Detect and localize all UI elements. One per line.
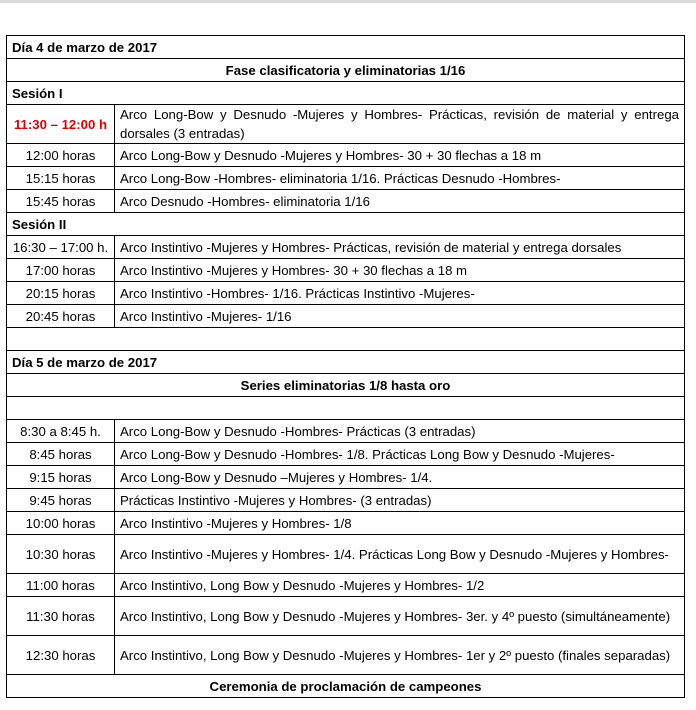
table-row (7, 420, 685, 443)
time-cell: 9:45 horas (7, 489, 115, 512)
description-cell: Arco Instintivo -Mujeres y Hombres- Prácticas, revisión de material y entrega dorsales (115, 236, 685, 259)
day2-heading: Día 5 de marzo de 2017 (7, 351, 685, 374)
table-row (7, 512, 685, 535)
time-cell: 16:30 – 17:00 h. (7, 236, 115, 259)
description-cell: Arco Instintivo -Mujeres y Hombres- 1/8 (115, 512, 685, 535)
session1-label: Sesión I (7, 82, 685, 105)
time-cell: 10:00 horas (7, 512, 115, 535)
table-row (7, 236, 685, 259)
time-cell: 11:00 horas (7, 574, 115, 597)
day1-heading-row (7, 36, 685, 59)
table-row (7, 466, 685, 489)
description-cell: Arco Instintivo, Long Bow y Desnudo -Mujeres y Hombres- 1/2 (115, 574, 685, 597)
table-row (7, 259, 685, 282)
description-cell: Arco Instintivo -Hombres- 1/16. Prácticas Instintivo -Mujeres- (115, 282, 685, 305)
table-row (7, 105, 685, 144)
table-row (7, 636, 685, 675)
description-cell: Arco Instintivo -Mujeres y Hombres- 30 + 30 flechas a 18 m (115, 259, 685, 282)
time-cell: 8:30 a 8:45 h. (7, 420, 115, 443)
closing-row (7, 675, 685, 698)
table-row (7, 305, 685, 328)
spacer-cell (7, 397, 685, 420)
session1-row (7, 82, 685, 105)
description-cell: Prácticas Instintivo -Mujeres y Hombres- (3 entradas) (115, 489, 685, 512)
description-cell: Arco Long-Bow y Desnudo –Mujeres y Hombres- 1/4. (115, 466, 685, 489)
description-cell: Arco Desnudo -Hombres- eliminatoria 1/16 (115, 190, 685, 213)
time-cell: 17:00 horas (7, 259, 115, 282)
table-row (7, 282, 685, 305)
time-cell: 11:30 horas (7, 597, 115, 636)
session2-label: Sesión II (7, 213, 685, 236)
time-cell: 12:30 horas (7, 636, 115, 675)
description-cell: Arco Instintivo -Mujeres- 1/16 (115, 305, 685, 328)
day2-heading-row (7, 351, 685, 374)
day1-phase-row (7, 59, 685, 82)
table-row (7, 574, 685, 597)
day2-phase-row (7, 374, 685, 397)
description-cell: Arco Long-Bow y Desnudo -Mujeres y Hombres- 30 + 30 flechas a 18 m (115, 144, 685, 167)
description-cell: Arco Long-Bow y Desnudo -Hombres- Prácticas (3 entradas) (115, 420, 685, 443)
time-cell: 12:00 horas (7, 144, 115, 167)
description-cell: Arco Long-Bow y Desnudo -Hombres- 1/8. Prácticas Long Bow y Desnudo -Mujeres- (115, 443, 685, 466)
time-cell: 15:15 horas (7, 167, 115, 190)
table-row (7, 535, 685, 574)
time-cell: 20:45 horas (7, 305, 115, 328)
closing-ceremony: Ceremonia de proclamación de campeones (7, 675, 685, 698)
day1-heading: Día 4 de marzo de 2017 (7, 36, 685, 59)
session2-row (7, 213, 685, 236)
description-cell: Arco Long-Bow -Hombres- eliminatoria 1/16. Prácticas Desnudo -Hombres- (115, 167, 685, 190)
spacer-row (7, 397, 685, 420)
table-row (7, 144, 685, 167)
time-cell: 8:45 horas (7, 443, 115, 466)
day2-phase-title: Series eliminatorias 1/8 hasta oro (7, 374, 685, 397)
time-cell: 20:15 horas (7, 282, 115, 305)
description-cell: Arco Long-Bow y Desnudo -Mujeres y Hombres- Prácticas, revisión de material y entrega dorsales (3 entradas) (115, 105, 685, 144)
description-cell: Arco Instintivo, Long Bow y Desnudo -Mujeres y Hombres- 1er y 2º puesto (finales separadas) (115, 636, 685, 675)
description-cell: Arco Instintivo -Mujeres y Hombres- 1/4. Prácticas Long Bow y Desnudo -Mujeres y Hombres- (115, 535, 685, 574)
spacer-cell (7, 328, 685, 351)
day1-phase-title: Fase clasificatoria y eliminatorias 1/16 (7, 59, 685, 82)
time-cell: 11:30 – 12:00 h (7, 105, 115, 144)
table-row (7, 489, 685, 512)
table-row (7, 190, 685, 213)
spacer-row (7, 328, 685, 351)
table-row (7, 597, 685, 636)
table-row (7, 443, 685, 466)
top-divider (0, 0, 696, 3)
time-cell: 15:45 horas (7, 190, 115, 213)
time-cell: 9:15 horas (7, 466, 115, 489)
description-cell: Arco Instintivo, Long Bow y Desnudo -Mujeres y Hombres- 3er. y 4º puesto (simultáneamente) (115, 597, 685, 636)
table-row (7, 167, 685, 190)
schedule-table (6, 35, 685, 698)
time-cell: 10:30 horas (7, 535, 115, 574)
